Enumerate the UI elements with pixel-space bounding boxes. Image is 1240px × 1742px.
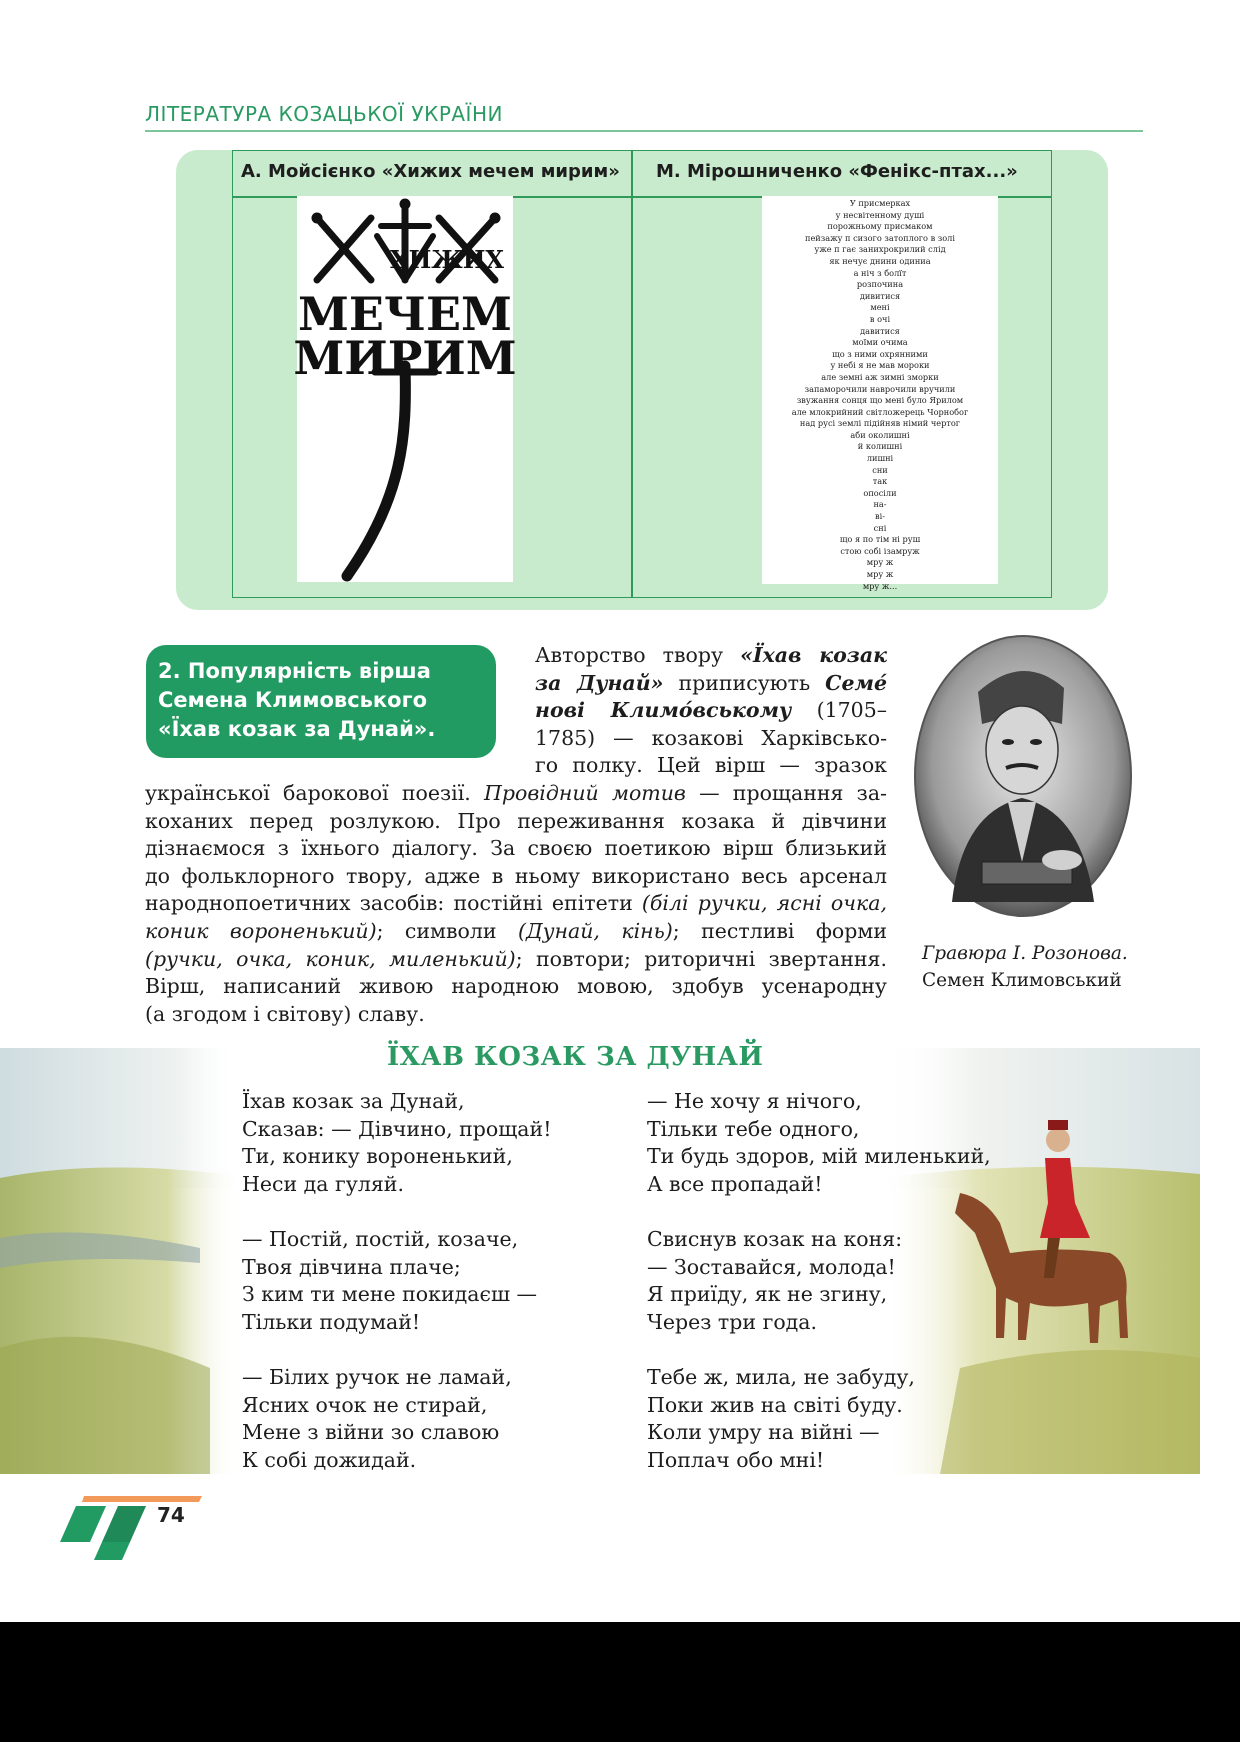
table-header-miroshnychenko: М. Мірошниченко «Фенікс-птах...» xyxy=(656,161,1018,182)
shape-poem-line: над русі землі підійняв німий чертог xyxy=(799,418,961,429)
text-line xyxy=(145,946,887,974)
calligram-svg xyxy=(293,196,517,582)
poem-line: А все пропадай! xyxy=(647,1171,823,1196)
portrait-svg xyxy=(912,632,1134,920)
shape-poem-line: мені xyxy=(870,302,890,313)
author-name: Семе́ xyxy=(825,670,888,695)
text-run: української барокової поезії. xyxy=(145,781,484,805)
text-run: ; повтори; риторичні звертання. xyxy=(515,946,887,971)
shape-poem-line: давитися xyxy=(860,325,900,336)
text-run: приписують xyxy=(663,670,826,695)
text-line: коханих перед розлукою. Про переживання козака й дівчини xyxy=(145,808,887,833)
poem-stanza xyxy=(242,1226,551,1336)
text-run: народнопоетичних засобів: постійні епітети xyxy=(145,891,642,916)
shape-poem-line: що я по тім ні руш xyxy=(839,534,921,545)
poem-line: Ти будь здоров, мій миленький, xyxy=(647,1144,991,1169)
shape-poem-line: в очі xyxy=(869,313,891,324)
poem-line: Я приїду, як не згину, xyxy=(647,1282,888,1307)
example: (Дунай, кінь) xyxy=(517,918,673,943)
page-number: 74 xyxy=(157,1503,185,1527)
text-line xyxy=(145,890,887,918)
term: Провідний мотив xyxy=(484,781,686,805)
section-title: 2. Популярність вірша Семена Климовського «Їхав козак за Дунай». xyxy=(158,659,436,741)
running-header: ЛІТЕРАТУРА КОЗАЦЬКОЇ УКРАЇНИ xyxy=(145,102,503,126)
poem-stanza xyxy=(242,1364,551,1474)
shape-poem-line: й колишні xyxy=(857,441,903,452)
text-line xyxy=(535,642,887,670)
calligram-word-myrym: МИРИМ xyxy=(293,331,517,385)
poem-line: Коли умру на війні — xyxy=(647,1420,880,1445)
text-line xyxy=(145,918,887,946)
text-line xyxy=(145,780,887,808)
poem-stanza xyxy=(242,1088,551,1198)
text-line xyxy=(535,670,887,698)
shape-poem-line: як нечує днини одиниа xyxy=(829,255,931,266)
text-run: (1705– xyxy=(791,698,887,723)
poem-line: З ким ти мене покидаєш — xyxy=(242,1282,538,1307)
poem-column-right xyxy=(647,1088,991,1502)
caption-engraving: Гравюра І. Розонова. xyxy=(922,943,1128,964)
shape-poem-line: пейзажу п сизого затоплого в золі xyxy=(804,232,956,243)
text-line: до фольклорного твору, адже в ньому використано весь арсенал xyxy=(145,863,887,888)
table-header-moysiyenko: А. Мойсієнко «Хижих мечем мирим» xyxy=(241,161,620,182)
shape-poem-line: ві- xyxy=(875,511,885,522)
poem-line: Свиснув козак на коня: xyxy=(647,1226,903,1251)
shape-poem-line: мру ж xyxy=(866,557,894,568)
shape-poem-text xyxy=(762,198,998,592)
poem-line: Ясних очок не стирай, xyxy=(242,1392,488,1417)
poem-line: Тебе ж, мила, не забуду, xyxy=(647,1364,915,1389)
poem-line: Тільки подумай! xyxy=(242,1309,421,1334)
text-line xyxy=(535,697,887,725)
text-line: Вірш, написаний живою народною мовою, здобув усенародну xyxy=(145,974,887,999)
calligram-word-mechem: МЕЧЕМ xyxy=(298,287,512,341)
shape-poem-image xyxy=(762,196,998,591)
shape-poem-line: а ніч з болїт xyxy=(853,267,907,278)
example: (білі ручки, ясні очка, xyxy=(641,891,887,916)
author-name: нові Климо́вському xyxy=(535,698,792,723)
shape-poem-line: у несвітенному душі xyxy=(835,209,925,220)
shape-poem-line: У присмерках xyxy=(849,198,911,208)
poem-line: Через три года. xyxy=(647,1309,818,1334)
calligram-word-khyzhykh: ХИЖИХ xyxy=(389,245,505,274)
text-run: Авторство твору xyxy=(535,643,741,667)
poem-stanza xyxy=(647,1088,991,1198)
shape-poem-line: аби околишні xyxy=(850,429,910,440)
intro-paragraph-bottom xyxy=(145,780,887,1028)
header-divider xyxy=(145,130,1143,132)
shape-poem-line: звужання сонця що мені було Ярилом xyxy=(796,395,964,406)
example: коник вороненький) xyxy=(145,918,377,943)
poem-line: — Постій, постій, козаче, xyxy=(242,1226,519,1251)
text-run: ; пестливі форми xyxy=(672,918,887,943)
shape-poem-line: на- xyxy=(873,499,887,510)
landscape-svg xyxy=(0,1048,1200,1474)
poem-line: Тільки тебе одного, xyxy=(647,1116,860,1141)
intro-paragraph-top xyxy=(535,642,887,780)
poem-line: — Не хочу я нічого, xyxy=(647,1089,862,1113)
poem-title: ЇХАВ КОЗАК ЗА ДУНАЙ xyxy=(387,1042,764,1072)
section-heading-box xyxy=(146,645,496,758)
poem-line: Мене з війни зо славою xyxy=(242,1420,500,1445)
poem-line: Твоя дівчина плаче; xyxy=(242,1254,461,1279)
caption-name: Семен Климовський xyxy=(922,970,1122,991)
shape-poem-line: мру ж xyxy=(866,569,894,579)
poem-line: К собі дожидай. xyxy=(242,1447,417,1472)
poem-line: Ти, конику вороненький, xyxy=(242,1144,513,1169)
shape-poem-line: але млокрийний світложерець Чорнобог xyxy=(791,406,969,417)
poem-stanza xyxy=(647,1364,991,1474)
work-title: за Дунай» xyxy=(535,670,664,695)
bottom-black-bar xyxy=(0,1622,1240,1742)
portrait-klymovsky xyxy=(912,632,1134,920)
text-line: дізнаємося з їхнього діалогу. За своєю поетикою вірш близький xyxy=(145,836,887,861)
text-line: го полку. Цей вірш — зразок xyxy=(535,753,887,778)
poem-line: — Зоставайся, молода! xyxy=(647,1254,896,1279)
text-run: — прощання за- xyxy=(685,781,887,805)
shape-poem-line: моїми очима xyxy=(852,337,908,348)
shape-poem-line: але земні аж зимні зморки xyxy=(821,371,939,382)
shape-poem-line: уже п гає занихрокрилий слід xyxy=(814,244,946,255)
shape-poem-line: сні xyxy=(873,522,887,533)
shape-poem-line: лишні xyxy=(866,453,894,464)
text-line: (а згодом і світову) славу. xyxy=(145,1001,425,1026)
poem-stanza xyxy=(647,1226,991,1336)
poem-line: Поплач обо мні! xyxy=(647,1447,825,1472)
text-line: 1785) — козакові Харківсько- xyxy=(535,725,887,750)
shape-poem-line: у небі я не мав мороки xyxy=(830,360,930,371)
work-title: «Їхав козак xyxy=(740,643,887,667)
table-column-divider xyxy=(631,151,633,597)
poem-column-left xyxy=(242,1088,551,1502)
shape-poem-line: що з ними охрянними xyxy=(832,348,928,359)
shape-poem-line: дивитися xyxy=(859,290,901,301)
poem-line: — Білих ручок не ламай, xyxy=(242,1364,512,1389)
shape-poem-line: стою собі ізамруж xyxy=(840,545,920,556)
shape-poem-line: порожньому присмаком xyxy=(827,221,933,232)
shape-poem-line: запаморочили наврочили вручили xyxy=(804,383,956,394)
poem-background xyxy=(0,1048,1200,1474)
shape-poem-line: сни xyxy=(872,464,888,475)
poem-line: Сказав: — Дівчино, прощай! xyxy=(242,1116,552,1141)
portrait-caption xyxy=(922,940,1128,994)
example: (ручки, очка, коник, миленький) xyxy=(145,946,516,971)
shape-poem-line: так xyxy=(872,476,888,487)
text-run: ; символи xyxy=(376,918,518,943)
poem-line: Їхав козак за Дунай, xyxy=(242,1089,465,1113)
shape-poem-line: мру ж... xyxy=(862,580,898,591)
poem-line: Поки жив на світі буду. xyxy=(647,1392,903,1417)
shape-poem-line: розпочина xyxy=(856,279,904,290)
poem-line: Неси да гуляй. xyxy=(242,1171,404,1196)
calligram-swords-image xyxy=(293,196,517,582)
shape-poem-line: опосіли xyxy=(863,487,897,498)
